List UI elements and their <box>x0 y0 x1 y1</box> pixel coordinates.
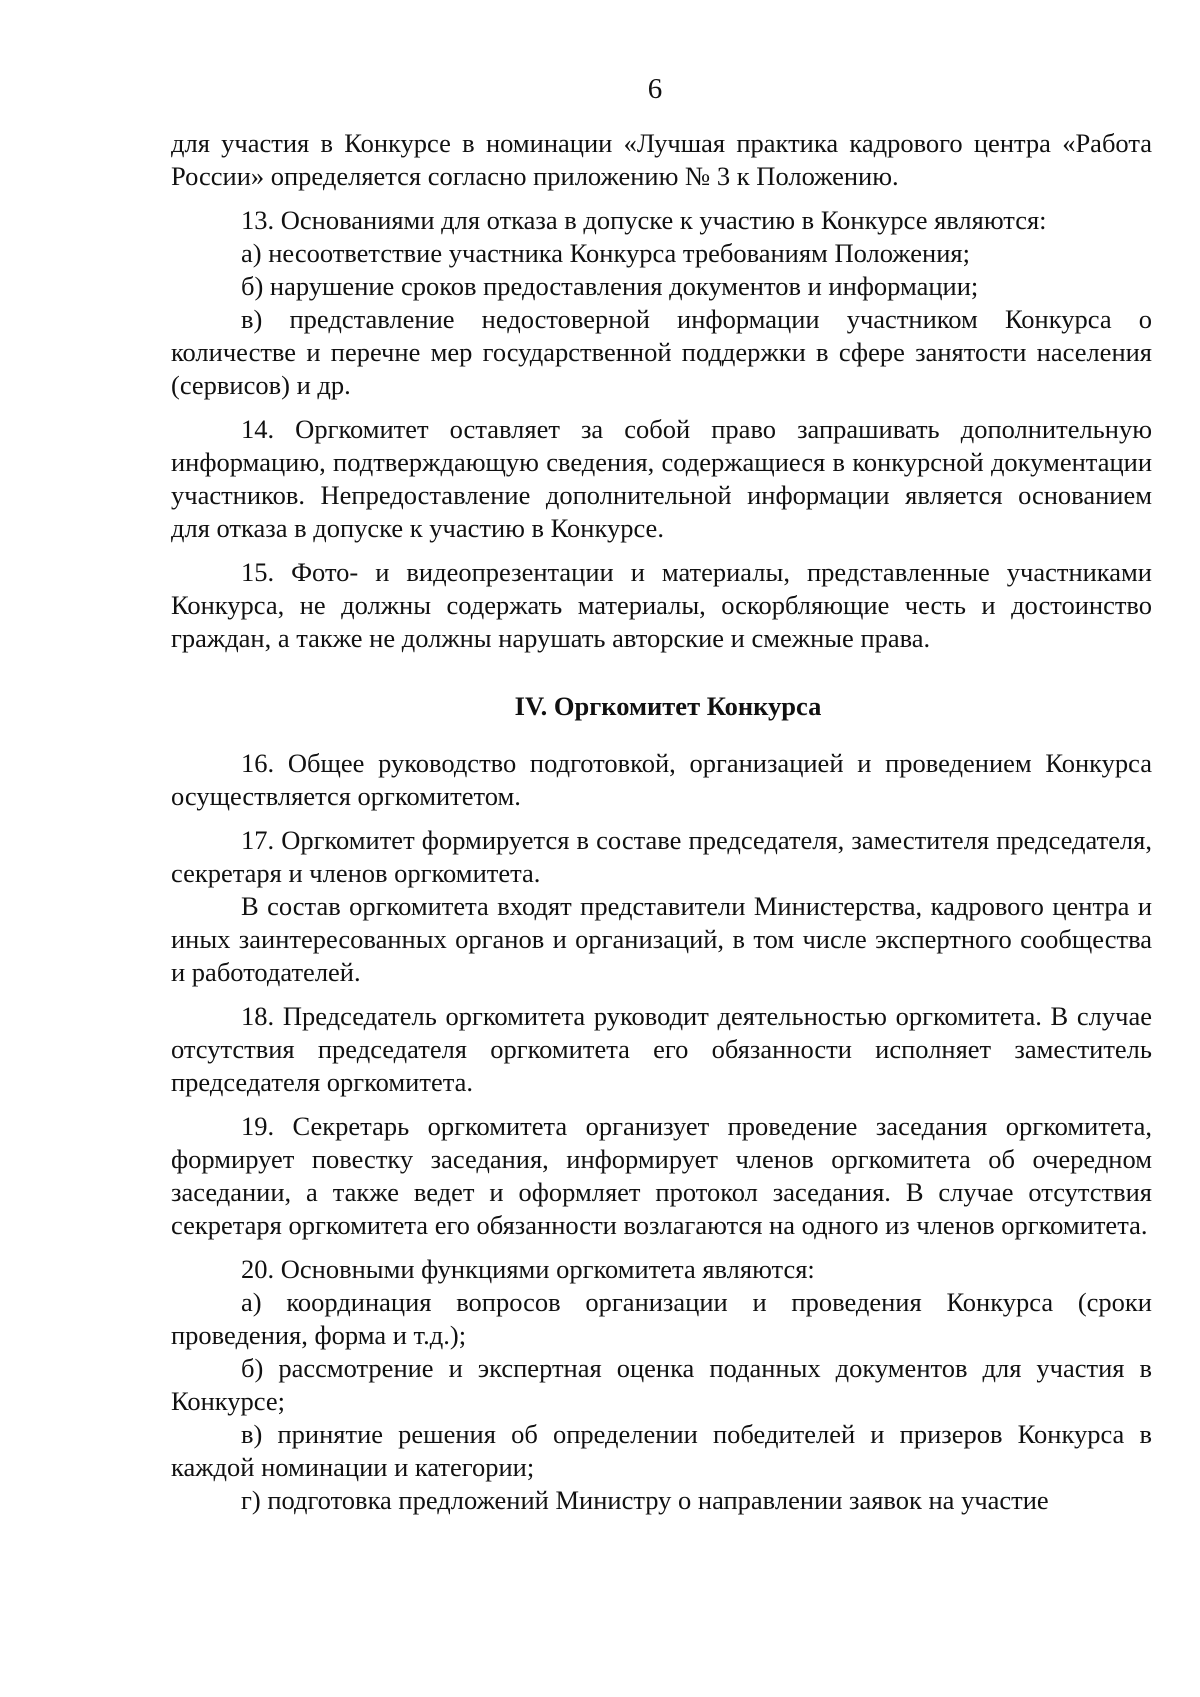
item-15: 15. Фото- и видеопрезентации и материалы, представленные участниками Конкурса, не должны содержать материалы, оскорбляющие честь и достоинство граждан, а также не должны нарушать авторские и смежные права. <box>171 557 1152 653</box>
item-14: 14. Оргкомитет оставляет за собой право запрашивать дополнительную информацию, подтверждающую сведения, содержащиеся в конкурсной документации участников. Непредоставление дополнительной информации является основанием для отказа в допуске к участию в Конкурсе. <box>171 414 1152 543</box>
item-17-composition: В состав оргкомитета входят представители Министерства, кадрового центра и иных заинтересованных органов и организаций, в том числе экспертного сообщества и работодателей. <box>171 891 1152 987</box>
item-17: 17. Оргкомитет формируется в составе председателя, заместителя председателя, секретаря и членов оргкомитета. <box>171 825 1152 888</box>
document-body <box>171 127 1152 1517</box>
page-number: 6 <box>647 73 663 105</box>
item-16: 16. Общее руководство подготовкой, организацией и проведением Конкурса осуществляется оргкомитетом. <box>171 748 1152 811</box>
item-20-b: б) рассмотрение и экспертная оценка поданных документов для участия в Конкурсе; <box>171 1353 1152 1416</box>
item-13: 13. Основаниями для отказа в допуске к участию в Конкурсе являются: <box>241 205 1047 235</box>
intro-paragraph: для участия в Конкурсе в номинации «Лучшая практика кадрового центра «Работа России» определяется согласно приложению № 3 к Положению. <box>171 128 1152 191</box>
item-20-v: в) принятие решения об определении победителей и призеров Конкурса в каждой номинации и категории; <box>171 1419 1152 1482</box>
item-19: 19. Секретарь оргкомитета организует проведение заседания оргкомитета, формирует повестку заседания, информирует членов оргкомитета об очередном заседании, а также ведет и оформляет протокол заседания. В случае отсутствия секретаря оргкомитета его обязанности возлагаются на одного из членов оргкомитета. <box>171 1111 1152 1240</box>
item-20: 20. Основными функциями оргкомитета являются: <box>241 1254 815 1284</box>
section-heading: IV. Оргкомитет Конкурса <box>514 691 822 721</box>
item-13-a: а) несоответствие участника Конкурса требованиям Положения; <box>241 238 970 268</box>
item-18: 18. Председатель оргкомитета руководит деятельностью оргкомитета. В случае отсутствия председателя оргкомитета его обязанности исполняет заместитель председателя оргкомитета. <box>171 1001 1152 1097</box>
item-20-a: а) координация вопросов организации и проведения Конкурса (сроки проведения, форма и т.д.); <box>171 1287 1152 1350</box>
item-13-v: в) представление недостоверной информации участником Конкурса о количестве и перечне мер государственной поддержки в сфере занятости населения (сервисов) и др. <box>171 304 1152 400</box>
item-13-b: б) нарушение сроков предоставления документов и информации; <box>241 271 979 301</box>
item-20-g: г) подготовка предложений Министру о направлении заявок на участие <box>241 1485 1049 1515</box>
